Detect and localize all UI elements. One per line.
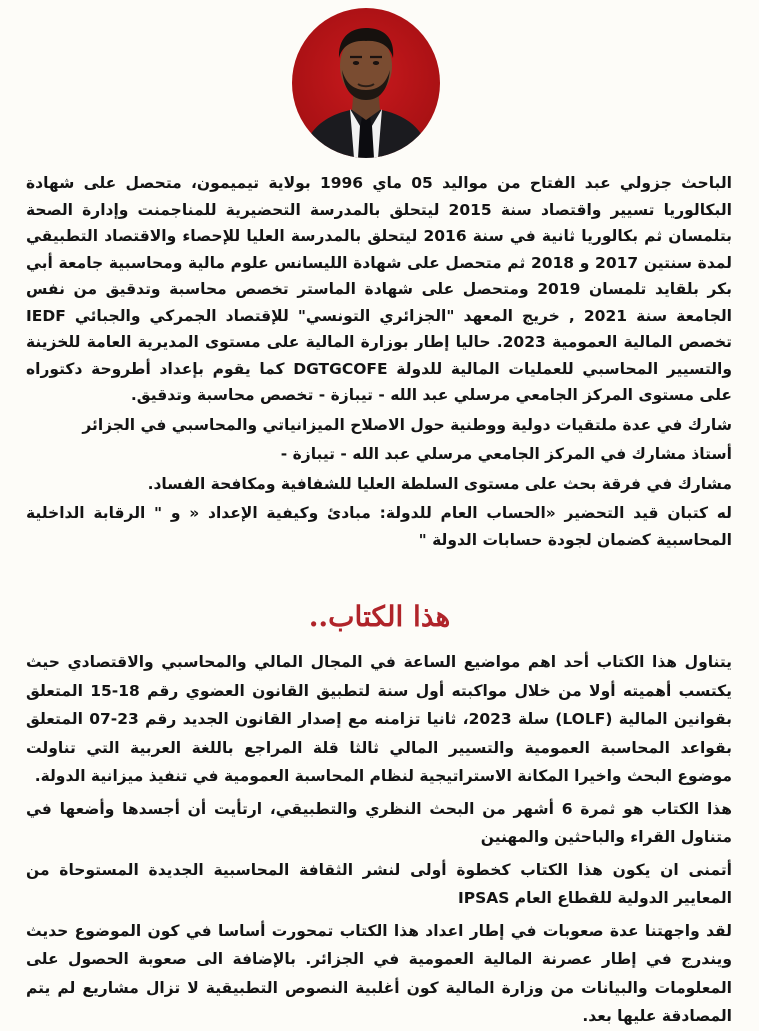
bio-paragraph: الباحث جزولي عبد الفتاح من مواليد 05 ماي 1996 بولاية تيميمون، متحصل على شهادة البكالوريا تسيير واقتصاد سنة 2015 ليتحلق بالمدرسة التحضيرية للمناجمنت وإدارة الصحة بتلمسان ثم بكالوريا ثانية في سنة 2016 ليتحلق بالمدرسة العليا للإحصاء والاقتصاد التطبيقي لمدة سنتين 2017 و 2018 ثم متحصل على شهادة الليسانس علوم مالية ومحاسبية جامعة أبي بكر بلقايد تلمسان 2019 ومتحصل على شهادة الماستر تخصص محاسبة وتدقيق من نفس الجامعة سنة 2021 , خريج المعهد "الجزائري التونسي" للإقتصاد الجمركي والجبائي IEDF تخصص المالية العمومية 2023. حاليا إطار بوزارة المالية على مستوى المديرية العامة للخزينة والتسيير المحاسبي للعمليات المالية للدولة DGTGCOFE كما يقوم بإعداد أطروحة دكتوراه على مستوى المركز الجامعي مرسلي عبد الله - تيبازة - تخصص محاسبة وتدقيق. — [26, 174, 733, 404]
description-paragraph: لقد واجهتنا عدة صعوبات في إطار اعداد هذا الكتاب تمحورت أساسا في كون الموضوع حديث ويندرج في إطار عصرنة المالية العمومية في الجزائر. بالإضافة الى صعوبة الحصول على المعلومات والبيانات من وزارة المالية كون أغلبية النصوص التطبيقية لا تزال مشاريع لم يتم المصادقة عليها بعد. — [26, 921, 732, 1025]
bio-paragraph: له كتبان قيد التحضير «الحساب العام للدولة: مبادئ وكيفية الإعداد « و " الرقابة الداخلية المحاسبية كضمان لجودة حسابات الدولة " — [26, 504, 732, 549]
bio-paragraph: مشارك في فرقة بحث على مستوى السلطة العليا للشفافية ومكافحة الفساد. — [147, 474, 732, 493]
description-paragraph: أتمنى ان يكون هذا الكتاب كخطوة أولى لنشر الثقافة المحاسبية الجديدة المستوحاة من المعايير الدولية للقطاع العام IPSAS — [26, 860, 732, 907]
description-paragraph: هذا الكتاب هو ثمرة 6 أشهر من البحث النظري والتطبيقي، ارتأيت أن أجسدها وأضعها في متناول القراء والباحثين والمهنين — [26, 799, 732, 846]
bio-paragraph: أستاذ مشارك في المركز الجامعي مرسلي عبد الله - تيبازة - — [280, 445, 732, 463]
section-heading: هذا الكتاب.. — [308, 600, 451, 633]
bio-paragraph: شارك في عدة ملتقيات دولية ووطنية حول الاصلاح الميزانياتي والمحاسبي في الجزائر — [82, 415, 732, 434]
author-bio — [26, 170, 732, 553]
author-photo-icon — [292, 8, 440, 158]
description-paragraph: يتناول هذا الكتاب أحد اهم مواضيع الساعة في المجال المالي والمحاسبي والاقتصادي حيث يكتسب أهميته أولا من خلال مواكبته أول سنة لتطبيق القانون العضوي رقم 18-15 المتعلق بقوانين المالية (LOLF) سلة 2023، ثانيا تزامنه مع إصدار القانون الجديد رقم 23-07 المتعلق بقواعد المحاسبة العمومية والتسيير المالي ثالثا قلة المراجع باللغة العربية التي تناولت موضوع البحث واخيرا المكانة الاستراتيجية لنظام المحاسبة العمومية في تنفيذ ميزانية الدولة. — [26, 653, 733, 785]
book-description — [26, 648, 732, 1031]
author-portrait — [292, 8, 440, 158]
